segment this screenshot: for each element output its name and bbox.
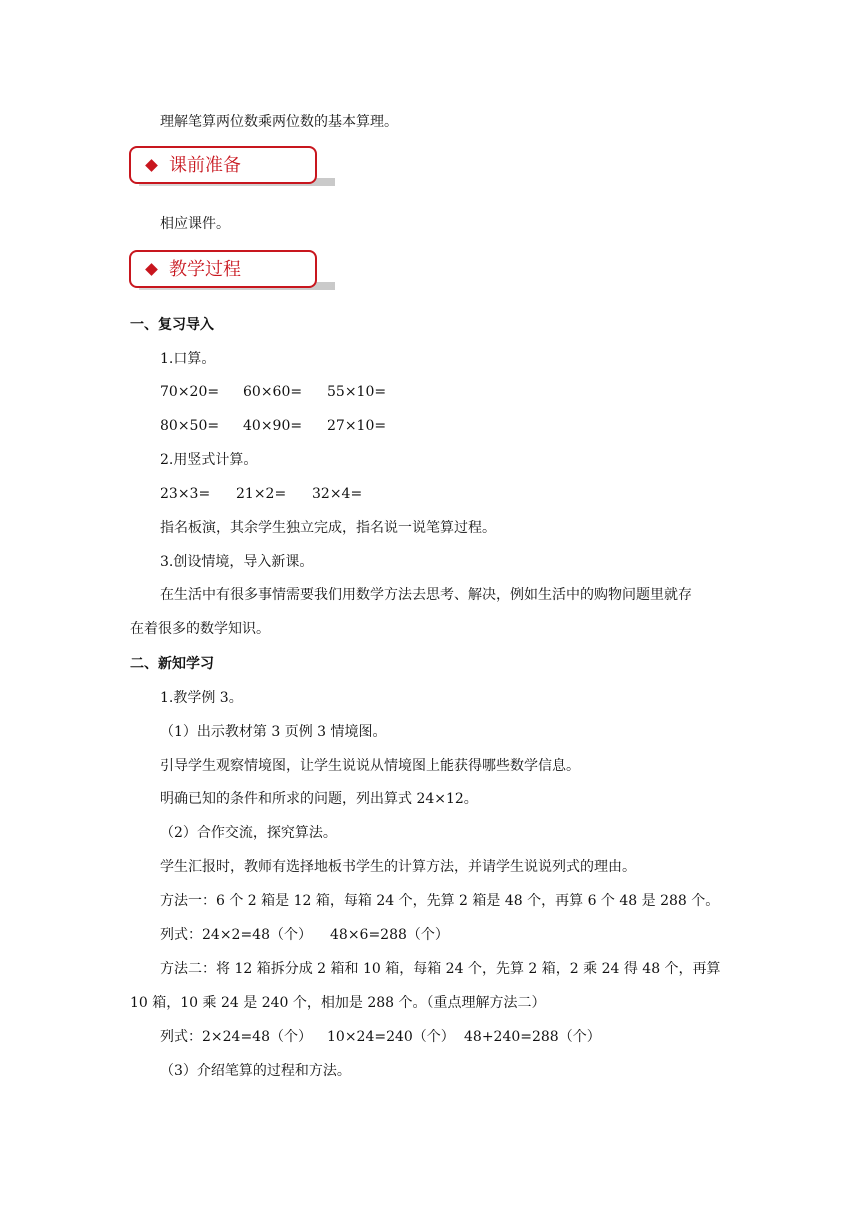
intro-line: 理解笔算两位数乘两位数的基本算理。	[160, 114, 398, 130]
oral-calc-item: 60×60=	[243, 384, 303, 400]
oral-calc-row	[160, 417, 386, 435]
paragraph-line: 10 箱，10 乘 24 是 240 个，相加是 288 个。（重点理解方法二）	[130, 995, 546, 1011]
section-box-preparation	[129, 146, 317, 184]
paragraph-line: 引导学生观察情境图，让学生说说从情境图上能获得哪些数学信息。	[160, 758, 580, 774]
formula-item: 48×6=288（个）	[330, 927, 449, 943]
list-item: 1.口算。	[160, 351, 216, 367]
paragraph-line: 指名板演，其余学生独立完成，指名说一说笔算过程。	[160, 520, 496, 536]
oral-calc-row	[160, 383, 386, 401]
diamond-icon	[145, 159, 158, 172]
section-title: 课前准备	[169, 155, 241, 176]
oral-calc-item: 55×10=	[327, 384, 387, 400]
vertical-calc-row	[160, 485, 362, 503]
paragraph-line: 在生活中有很多事情需要我们用数学方法去思考、解决，例如生活中的购物问题里就存	[160, 587, 692, 603]
paragraph-line: 方法一：6 个 2 箱是 12 箱，每箱 24 个，先算 2 箱是 48 个，再算 6 个 48 是 288 个。	[160, 893, 720, 909]
sub-item: （3）介绍笔算的过程和方法。	[160, 1063, 351, 1079]
paragraph-line: 方法二：将 12 箱拆分成 2 箱和 10 箱，每箱 24 个，先算 2 箱，2 乘 24 得 48 个，再算	[160, 961, 721, 977]
paragraph-line: 明确已知的条件和所求的问题，列出算式 24×12。	[160, 791, 478, 807]
oral-calc-item: 70×20=	[160, 384, 220, 400]
oral-calc-item: 80×50=	[160, 418, 220, 434]
list-item: 2.用竖式计算。	[160, 452, 258, 468]
vertical-calc-item: 32×4=	[312, 486, 363, 502]
sub-item: （2）合作交流，探究算法。	[160, 825, 337, 841]
formula-row	[160, 926, 449, 944]
paragraph-line: 学生汇报时，教师有选择地板书学生的计算方法，并请学生说说列式的理由。	[160, 859, 636, 875]
vertical-calc-item: 21×2=	[236, 486, 287, 502]
list-item: 3.创设情境，导入新课。	[160, 554, 314, 570]
formula-row	[160, 1028, 601, 1046]
part-heading: 一、复习导入	[130, 317, 214, 333]
section-title: 教学过程	[169, 259, 241, 280]
part-heading: 二、新知学习	[130, 656, 214, 672]
section-body: 相应课件。	[160, 216, 230, 232]
diamond-icon	[145, 263, 158, 276]
oral-calc-item: 27×10=	[327, 418, 387, 434]
formula-item: 列式：2×24=48（个）	[160, 1029, 312, 1045]
paragraph-line: 在着很多的数学知识。	[130, 621, 270, 637]
vertical-calc-item: 23×3=	[160, 486, 211, 502]
formula-item: 列式：24×2=48（个）	[160, 927, 312, 943]
sub-item: （1）出示教材第 3 页例 3 情境图。	[160, 724, 387, 740]
section-box-process	[129, 250, 317, 288]
oral-calc-item: 40×90=	[243, 418, 303, 434]
formula-item: 10×24=240（个）	[327, 1029, 455, 1045]
list-item: 1.教学例 3。	[160, 690, 243, 706]
formula-item: 48+240=288（个）	[464, 1029, 601, 1045]
